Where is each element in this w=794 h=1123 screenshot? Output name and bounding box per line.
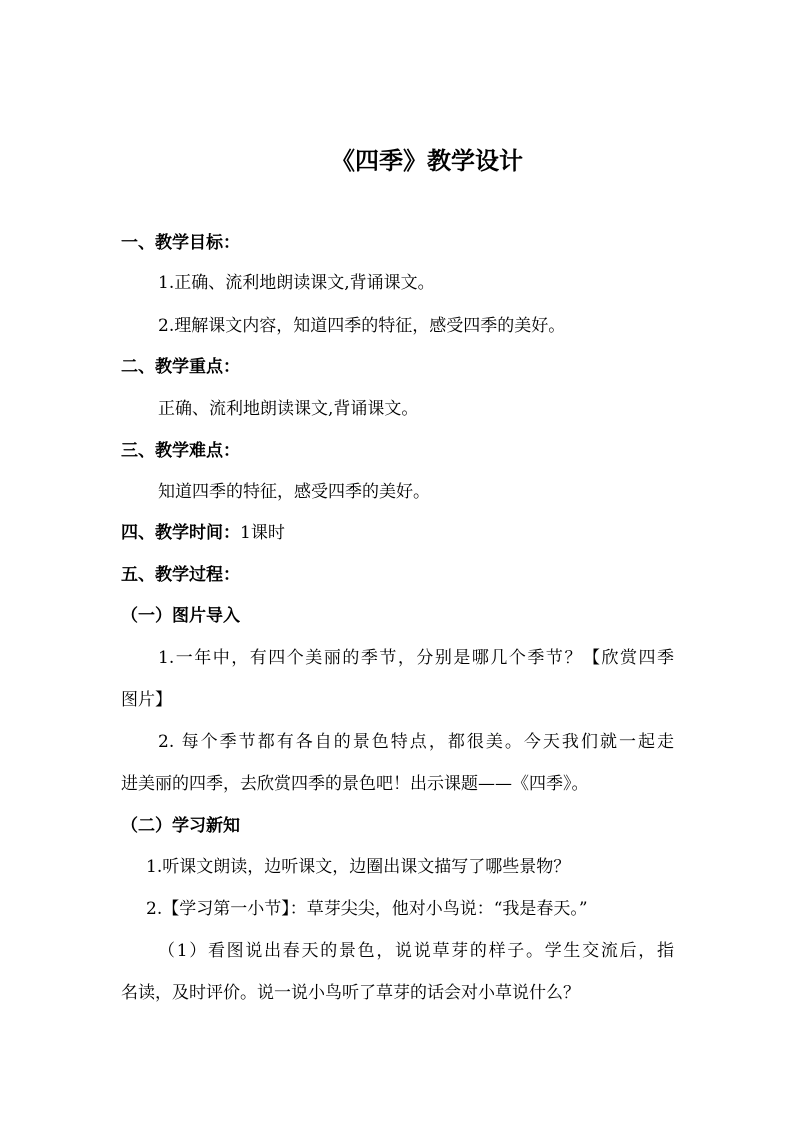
paragraph-season-features-cont: 进美丽的四季，去欣赏四季的景色吧！出示课题——《四季》。 [121,774,589,794]
goal-item-2: 2.理解课文内容，知道四季的特征，感受四季的美好。 [158,316,566,336]
subsection-heading-new-knowledge: （二）学习新知 [121,816,240,836]
subsection-heading-images-intro: （一）图片导入 [121,606,240,626]
section-heading-goals: 一、教学目标： [121,233,240,253]
paragraph-seasons-question-cont: 图片】 [121,690,172,710]
section-heading-difficulties: 三、教学难点： [121,441,240,461]
difficulties-text: 知道四季的特征，感受四季的美好。 [158,482,430,502]
section-heading-key-points: 二、教学重点： [121,357,240,377]
time-row [121,523,285,543]
paragraph-seasons-question: 1.一年中，有四个美丽的季节，分别是哪几个季节？【欣赏四季 [158,648,674,668]
section-heading-process: 五、教学过程： [121,565,240,585]
goal-item-1: 1.正确、流利地朗读课文,背诵课文。 [158,273,435,293]
section-heading-time: 四、教学时间： [121,523,240,543]
paragraph-listen-reading: 1.听课文朗读，边听课文，边圈出课文描写了哪些景物？ [146,857,571,877]
paragraph-spring-scene: （1）看图说出春天的景色，说说草芽的样子。学生交流后，指 [158,941,674,961]
key-points-text: 正确、流利地朗读课文,背诵课文。 [158,399,419,419]
paragraph-spring-scene-cont: 名读，及时评价。说一说小鸟听了草芽的话会对小草说什么？ [121,983,580,1003]
paragraph-season-features: 2. 每个季节都有各自的景色特点，都很美。今天我们就一起走 [158,732,674,752]
time-value: 1课时 [240,523,285,543]
page-title: 《四季》教学设计 [331,146,523,175]
paragraph-first-stanza: 2.【学习第一小节】：草芽尖尖，他对小鸟说：“我是春天。” [146,899,588,919]
